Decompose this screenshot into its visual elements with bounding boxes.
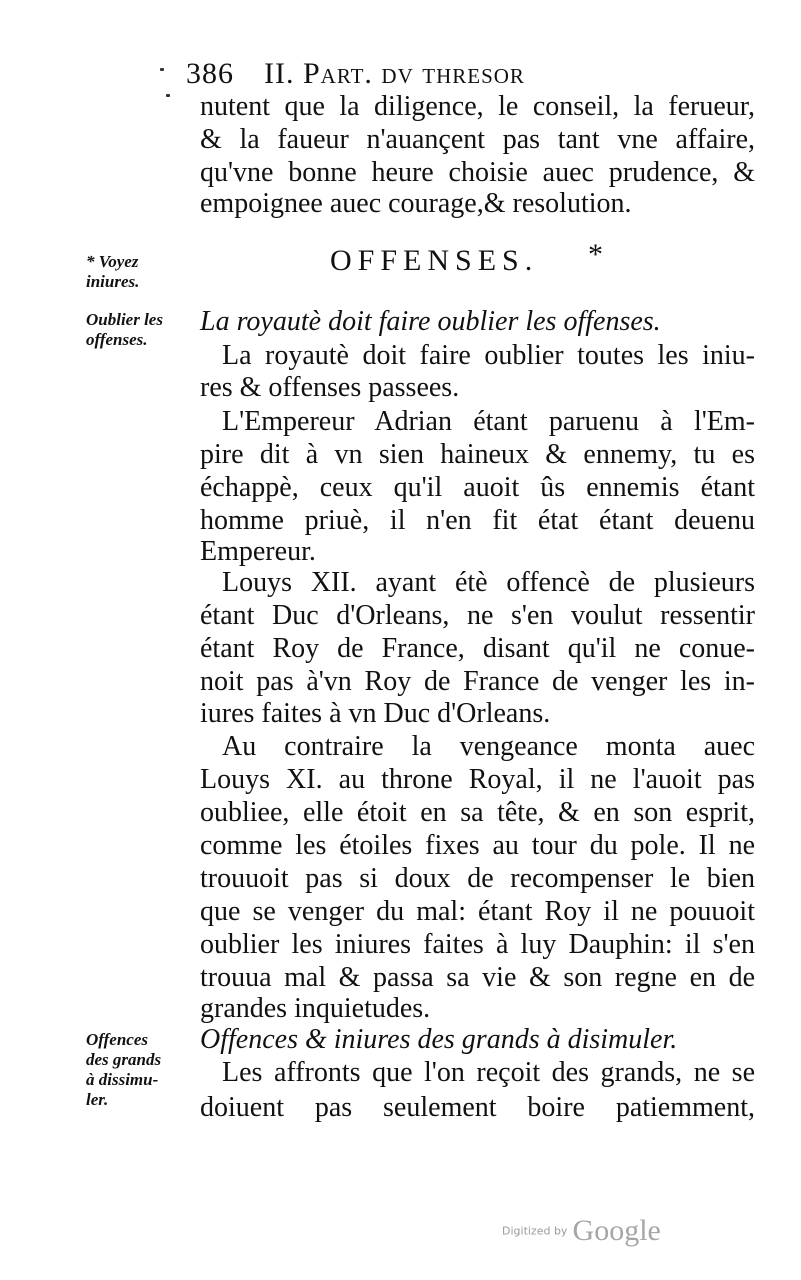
margin-note-line: iniures. [86, 272, 140, 291]
running-head [186, 58, 746, 90]
text-line: Louys XII. ayant étè offencè de plusieurs [222, 567, 755, 598]
text-line: Les affronts que l'on reçoit des grands, ne se [222, 1057, 755, 1088]
text-line: L'Empereur Adrian étant paruenu à l'Em- [222, 406, 755, 437]
text-line: homme priuè, il n'en fit état étant deuenu [200, 505, 755, 536]
text-line: trouuoit pas si doux de recompenser le bien [200, 863, 755, 894]
text-line: empoignee auec courage,& resolution. [200, 188, 632, 219]
text-line: Louys XI. au throne Royal, il ne l'auoit pas [200, 764, 755, 795]
heading-mark: * [588, 238, 603, 271]
subheading-offences: Offences & iniures des grands à disimuler. [200, 1024, 678, 1055]
watermark-prefix: Digitized by [502, 1224, 568, 1238]
text-line: comme les étoiles fixes au tour du pole. Il ne [200, 830, 755, 861]
page-number: 386 [186, 57, 234, 90]
margin-note-line: Offences [86, 1030, 148, 1049]
text-line: pire dit à vn sien haineux & ennemy, tu es [200, 439, 755, 470]
text-line: res & offenses passees. [200, 372, 460, 403]
scan-speck [160, 68, 164, 71]
margin-note-line: des grands [86, 1050, 162, 1069]
margin-note-line: * Voyez [86, 252, 139, 271]
text-line: oubliee, elle étoit en sa tête, & en son esprit, [200, 797, 755, 828]
text-line: La royautè doit faire oublier toutes les iniu- [222, 340, 755, 371]
text-line: trouua mal & passa sa vie & son regne en de [200, 962, 755, 993]
text-line: Au contraire la vengeance monta auec [222, 731, 755, 762]
running-title: II. Part. dv thresor [264, 57, 525, 90]
text-line: étant Roy de France, disant qu'il ne conue- [200, 633, 755, 664]
margin-note-dissimulate [86, 1030, 198, 1110]
text-line: iures faites à vn Duc d'Orleans. [200, 698, 551, 729]
watermark-brand: Google [572, 1214, 661, 1247]
text-line: Empereur. [200, 536, 316, 567]
margin-note-line: Oublier les [86, 310, 163, 329]
margin-note-see-also [86, 252, 198, 292]
text-line: noit pas à'vn Roy de France de venger les in- [200, 666, 755, 697]
margin-note-line: à dissimu- [86, 1070, 159, 1089]
scan-speck [166, 94, 170, 97]
margin-note-forget [86, 310, 198, 350]
text-line: doiuent pas seulement boire patiemment, [200, 1092, 755, 1123]
text-line: & la faueur n'auançent pas tant vne affaire, [200, 124, 755, 155]
text-line: étant Duc d'Orleans, ne s'en voulut ressentir [200, 600, 755, 631]
text-line: oublier les iniures faites à luy Dauphin: il s'en [200, 929, 755, 960]
text-line: que se venger du mal: étant Roy il ne pouuoit [200, 896, 755, 927]
text-line: échappè, ceux qu'il auoit ûs ennemis étant [200, 472, 755, 503]
margin-note-line: offenses. [86, 330, 148, 349]
text-line: qu'vne bonne heure choisie auec prudence, & [200, 157, 755, 188]
section-heading: OFFENSES. [330, 244, 539, 277]
text-line: nutent que la diligence, le conseil, la ferueur, [200, 91, 755, 122]
digitized-watermark [502, 1214, 661, 1248]
margin-note-line: ler. [86, 1090, 109, 1109]
subheading-royalty: La royautè doit faire oublier les offenses. [200, 306, 661, 337]
text-line: grandes inquietudes. [200, 993, 431, 1024]
